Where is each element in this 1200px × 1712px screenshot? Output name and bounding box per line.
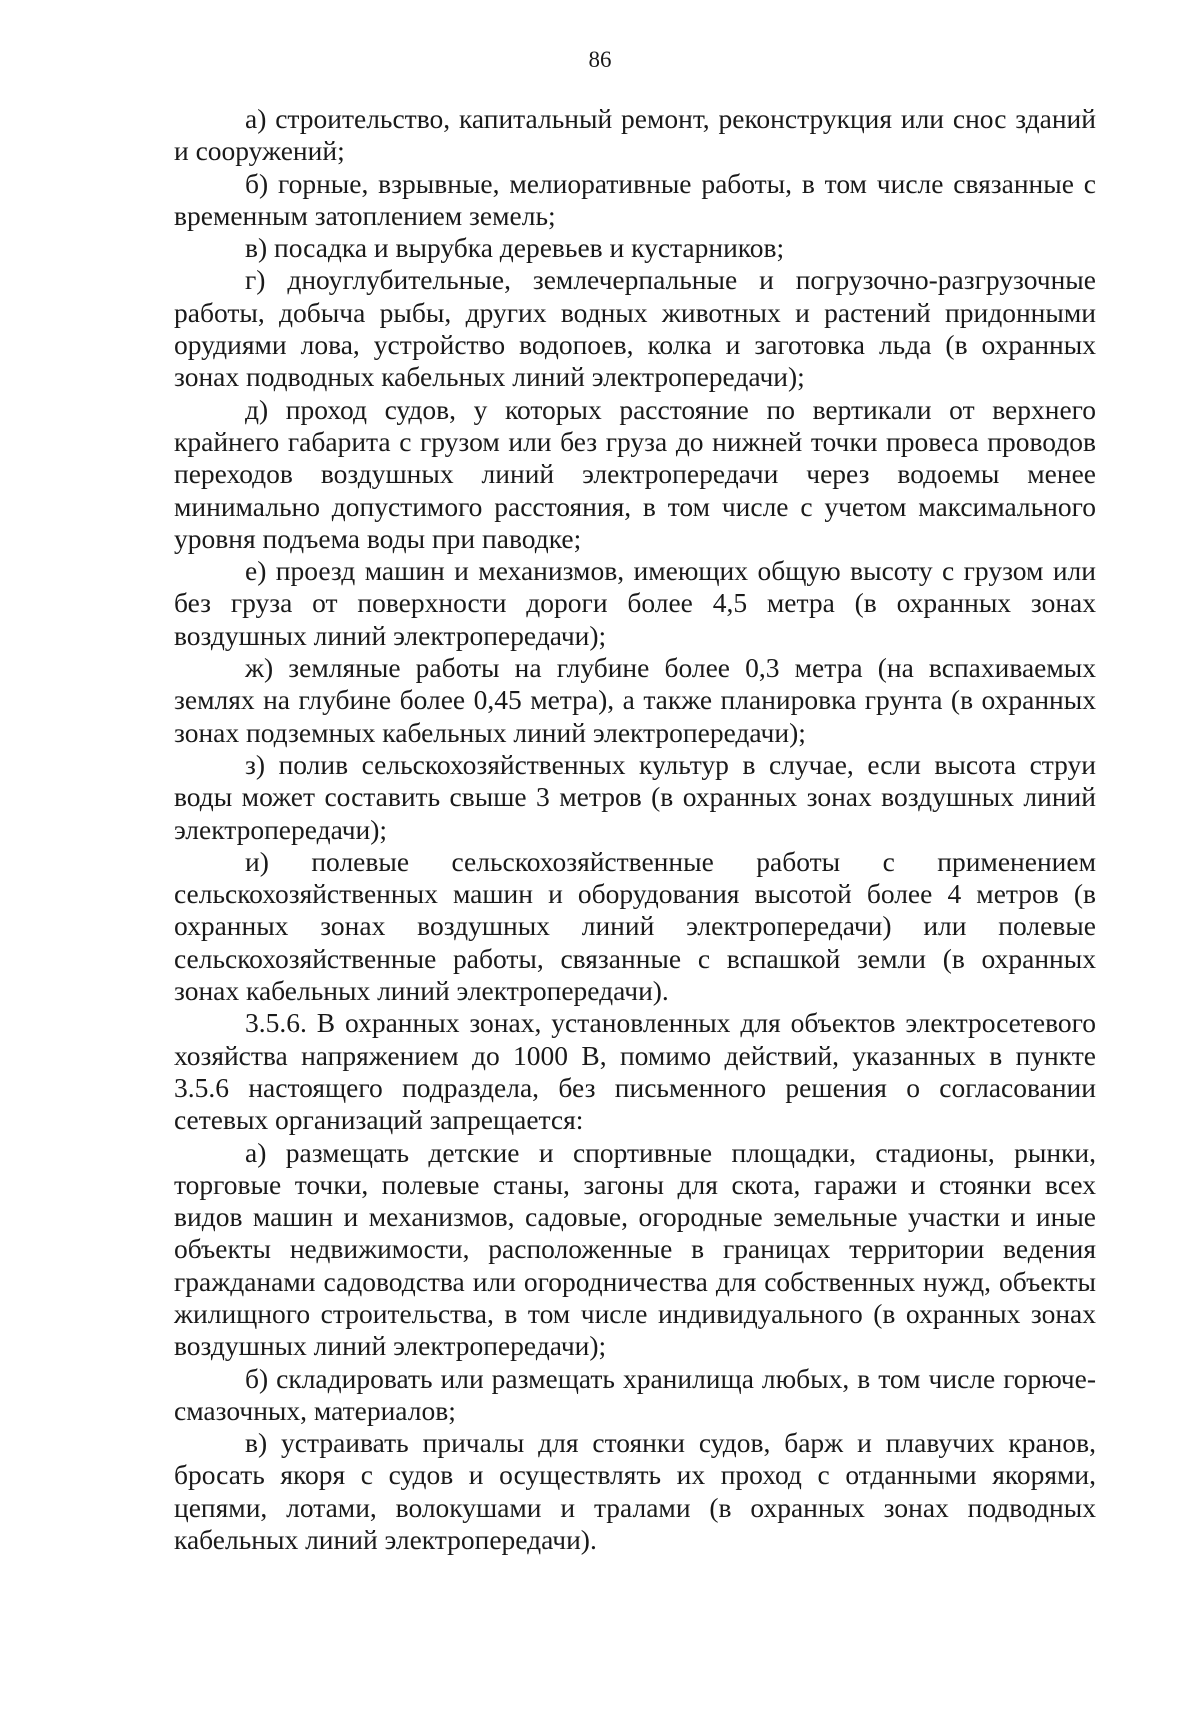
document-body [174,103,1096,1556]
paragraph-zh-earthworks: ж) земляные работы на глубине более 0,3 метра (на вспахиваемых землях на глубине более 0,45 метра), а также планировка грунта (в охранных зонах подземных кабельных линий электропередачи); [174,652,1096,748]
paragraph-i-field-works: и) полевые сельскохозяйственные работы с применением сельскохозяйственных машин и оборудования высотой более 4 метров (в охранных зонах воздушных линий электропередачи) или полевые сельскохозяйственные работы, связанные с вспашкой земли (в охранных зонах кабельных линий электропередачи). [174,845,1096,1007]
section-3-5-6: 3.5.6. В охранных зонах, установленных для объектов электросетевого хозяйства напряжением до 1000 В, помимо действий, указанных в пункте 3.5.6 настоящего подраздела, без письменного решения о согласовании сетевых организаций запрещается: [174,1007,1096,1136]
paragraph-a-construction: а) строительство, капитальный ремонт, реконструкция или снос зданий и сооружений; [174,103,1096,167]
paragraph-d-vessels: д) проход судов, у которых расстояние по вертикали от верхнего крайнего габарита с грузом или без груза до нижней точки провеса проводов переходов воздушных линий электропередачи через водоемы менее минимально допустимого расстояния, в том числе с учетом максимального уровня подъема воды при паводке; [174,393,1096,554]
paragraph-v-moorings: в) устраивать причалы для стоянки судов, барж и плавучих кранов, бросать якоря с судов и осуществлять их проход с отданными якорями, цепями, лотами, волокушами и тралами (в охранных зонах подводных кабельных линий электропередачи). [174,1427,1096,1556]
paragraph-e-vehicles: е) проезд машин и механизмов, имеющих общую высоту с грузом или без груза от поверхности дороги более 4,5 метра (в охранных зонах воздушных линий электропередачи); [174,555,1096,651]
paragraph-v-planting: в) посадка и вырубка деревьев и кустарников; [245,232,785,264]
paragraph-z-irrigation: з) полив сельскохозяйственных культур в случае, если высота струи воды может составить свыше 3 метров (в охранных зонах воздушных линий электропередачи); [174,748,1096,845]
paragraph-g-dredging: г) дноуглубительные, землечерпальные и погрузочно-разгрузочные работы, добыча рыбы, других водных животных и растений придонными орудиями лова, устройство водопоев, колка и заготовка льда (в охранных зонах подводных кабельных линий электропередачи); [174,264,1096,393]
paragraph-a-placement: а) размещать детские и спортивные площадки, стадионы, рынки, торговые точки, полевые станы, загоны для скота, гаражи и стоянки всех видов машин и механизмов, садовые, огородные земельные участки и иные объекты недвижимости, расположенные в границах территории ведения гражданами садоводства или огородничества для собственных нужд, объекты жилищного строительства, в том числе индивидуального (в охранных зонах воздушных линий электропередачи); [174,1136,1096,1362]
paragraph-b-storage: б) складировать или размещать хранилища любых, в том числе горюче-смазочных, материалов; [174,1362,1096,1426]
page-number: 86 [588,47,612,72]
paragraph-b-mining: б) горные, взрывные, мелиоративные работы, в том числе связанные с временным затоплением земель; [174,167,1096,231]
